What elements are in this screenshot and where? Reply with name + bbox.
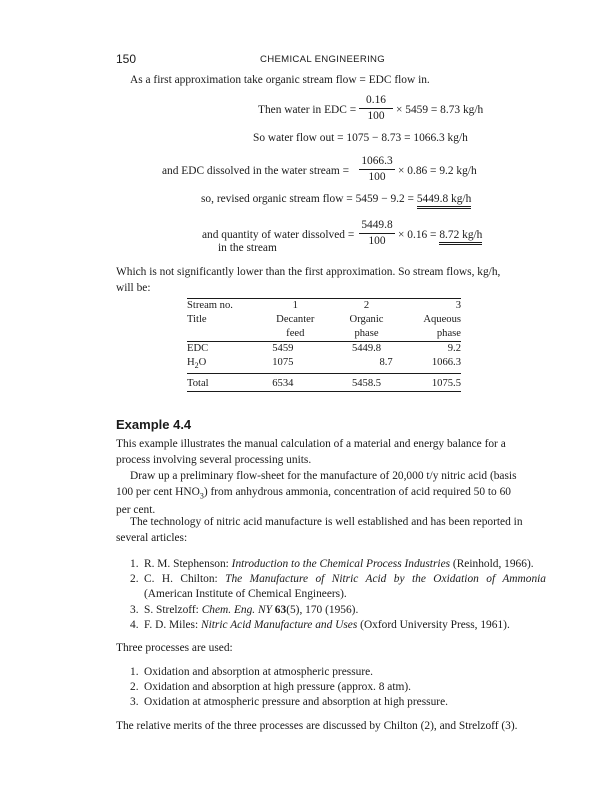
h2o-o: O — [198, 357, 207, 368]
table-cell: 1075 — [258, 356, 332, 374]
table-cell-h2o-label — [187, 356, 258, 374]
table-cell: Total — [187, 374, 258, 392]
h2o-h: H — [187, 357, 195, 368]
calc-line-4-label: so, revised organic stream flow = 5459 − 9.2 = — [201, 193, 414, 205]
calc-line-1-result: × 5459 = 8.73 kg/h — [396, 104, 484, 116]
table-cell: Title — [187, 314, 207, 325]
reference-source: (5), 170 (1956). — [286, 604, 359, 616]
table-cell: 2 — [332, 299, 400, 314]
calc-line-5-fraction — [359, 219, 395, 248]
table-cell: 1 — [258, 299, 332, 314]
calc-line-5-result — [398, 228, 482, 243]
calc-line-3-result: × 0.86 = 9.2 kg/h — [398, 165, 477, 177]
reference-item — [130, 603, 546, 618]
example-paragraph-2 — [116, 469, 546, 519]
closing-text: The relative merits of the three processes are discussed by Chilton (2), and Strelzoff (3). — [116, 720, 518, 732]
table-row — [187, 342, 461, 357]
reference-title: Chem. Eng. NY — [201, 604, 272, 616]
table-cell: phase — [436, 328, 461, 339]
calc-intro: As a first approximation take organic stream flow = EDC flow in. — [130, 74, 430, 86]
table-cell: 9.2 — [401, 342, 461, 357]
reference-item — [130, 557, 546, 572]
table-cell: feed — [286, 328, 305, 339]
example-heading: Example 4.4 — [116, 417, 192, 432]
reference-author: S. Strelzoff: — [144, 604, 202, 616]
example-paragraph-1 — [116, 437, 546, 468]
reference-number: 1. — [130, 558, 139, 570]
summary-text — [116, 265, 546, 296]
reference-number: 3. — [130, 604, 139, 616]
reference-item — [130, 618, 546, 633]
fraction-denominator: 100 — [368, 171, 386, 183]
calc-line-2: So water flow out = 1075 − 8.73 = 1066.3 kg/h — [253, 132, 468, 144]
reference-author: R. M. Stephenson: — [144, 558, 232, 570]
process-number: 1. — [130, 666, 139, 678]
table-row — [187, 327, 461, 342]
process-item — [130, 695, 546, 710]
calc-line-5-op: × 0.16 = — [398, 229, 437, 241]
table-cell: 1066.3 — [401, 356, 461, 374]
process-item — [130, 680, 546, 695]
reference-title: Introduction to the Chemical Process Industries — [231, 558, 451, 570]
table-cell: 5458.5 — [332, 374, 400, 392]
example-p2-line-1: Draw up a preliminary flow-sheet for the manufacture of 20,000 t/y nitric acid (basis — [130, 470, 517, 482]
fraction-numerator: 5449.8 — [361, 219, 393, 231]
calc-line-3-fraction — [359, 155, 395, 184]
table-cell — [187, 327, 258, 342]
table-cell: 6534 — [258, 374, 332, 392]
table-cell: Stream no. — [187, 299, 258, 314]
table-cell: 5459 — [258, 342, 332, 357]
summary-line-2: will be: — [116, 281, 151, 294]
table-cell: 8.7 — [332, 356, 400, 374]
page-number: 150 — [116, 52, 137, 66]
reference-title: Nitric Acid Manufacture and Uses — [201, 619, 358, 631]
table-row — [187, 313, 461, 327]
reference-item — [130, 572, 546, 603]
calc-line-4 — [201, 192, 471, 207]
example-p2-line-2b: ) from anhydrous ammonia, concentration of acid required 50 to 60 — [203, 485, 511, 498]
table-row — [187, 374, 461, 392]
table-cell: Decanter — [276, 314, 315, 325]
reference-source: (American Institute of Chemical Engineers). — [144, 588, 347, 601]
process-number: 2. — [130, 681, 139, 693]
reference-source: (Reinhold, 1966). — [450, 558, 534, 570]
calc-line-1-fraction — [359, 94, 393, 123]
table-cell: 3 — [401, 299, 461, 314]
processes-intro: Three processes are used: — [116, 642, 233, 654]
summary-line-1: Which is not significantly lower than the first approximation. So stream flows, kg/h, — [116, 266, 501, 278]
reference-author: C. H. Chilton: — [144, 573, 226, 585]
reference-volume: 63 — [271, 604, 287, 616]
table-cell: Aqueous — [423, 314, 461, 325]
calc-line-5-value: 8.72 kg/h — [439, 229, 482, 245]
fraction-numerator: 0.16 — [366, 94, 386, 106]
table-row — [187, 299, 461, 314]
calc-line-5-label-cont: in the stream — [218, 242, 277, 254]
table-cell: EDC — [187, 342, 258, 357]
example-p3-line-2: several articles: — [116, 531, 188, 544]
fraction-denominator: 100 — [367, 110, 385, 122]
table-row — [187, 356, 461, 374]
calc-line-3-label: and EDC dissolved in the water stream = — [162, 165, 350, 177]
calc-line-5-label: and quantity of water dissolved = — [202, 229, 355, 241]
example-p2-line-2a: 100 per cent HNO — [116, 485, 200, 498]
process-number: 3. — [130, 696, 139, 708]
example-p3-line-1: The technology of nitric acid manufacture is well established and has been reported in — [130, 516, 523, 528]
process-item — [130, 665, 546, 680]
reference-number: 2. — [130, 573, 139, 585]
example-paragraph-3 — [116, 515, 546, 546]
process-text: Oxidation and absorption at high pressure (approx. 8 atm). — [144, 681, 411, 693]
stream-flow-table — [187, 298, 461, 392]
example-p1-line-1: This example illustrates the manual calculation of a material and energy balance for a — [116, 438, 506, 450]
fraction-denominator: 100 — [368, 235, 386, 247]
table-cell: Organic — [349, 314, 384, 325]
reference-source: (Oxford University Press, 1961). — [357, 619, 510, 631]
running-title: CHEMICAL ENGINEERING — [260, 54, 386, 65]
reference-title: The Manufacture of Nitric Acid by the Oxidation of Ammonia — [225, 573, 546, 585]
table-cell: 1075.5 — [401, 374, 461, 392]
calc-line-4-result: 5449.8 kg/h — [417, 193, 471, 209]
example-p1-line-2: process involving several processing units. — [116, 453, 312, 466]
table-cell: 5449.8 — [332, 342, 400, 357]
h2o-sub: 2 — [194, 361, 199, 371]
process-text: Oxidation and absorption at atmospheric pressure. — [144, 666, 374, 678]
fraction-numerator: 1066.3 — [361, 155, 393, 167]
reference-author: F. D. Miles: — [144, 619, 201, 631]
example-p2-line-3: per cent. — [116, 504, 156, 517]
reference-number: 4. — [130, 619, 139, 631]
example-p2-sub: 3 — [199, 490, 204, 500]
table-cell: phase — [354, 328, 379, 339]
calc-line-1-label: Then water in EDC = — [258, 104, 357, 116]
process-text: Oxidation at atmospheric pressure and absorption at high pressure. — [144, 696, 448, 708]
